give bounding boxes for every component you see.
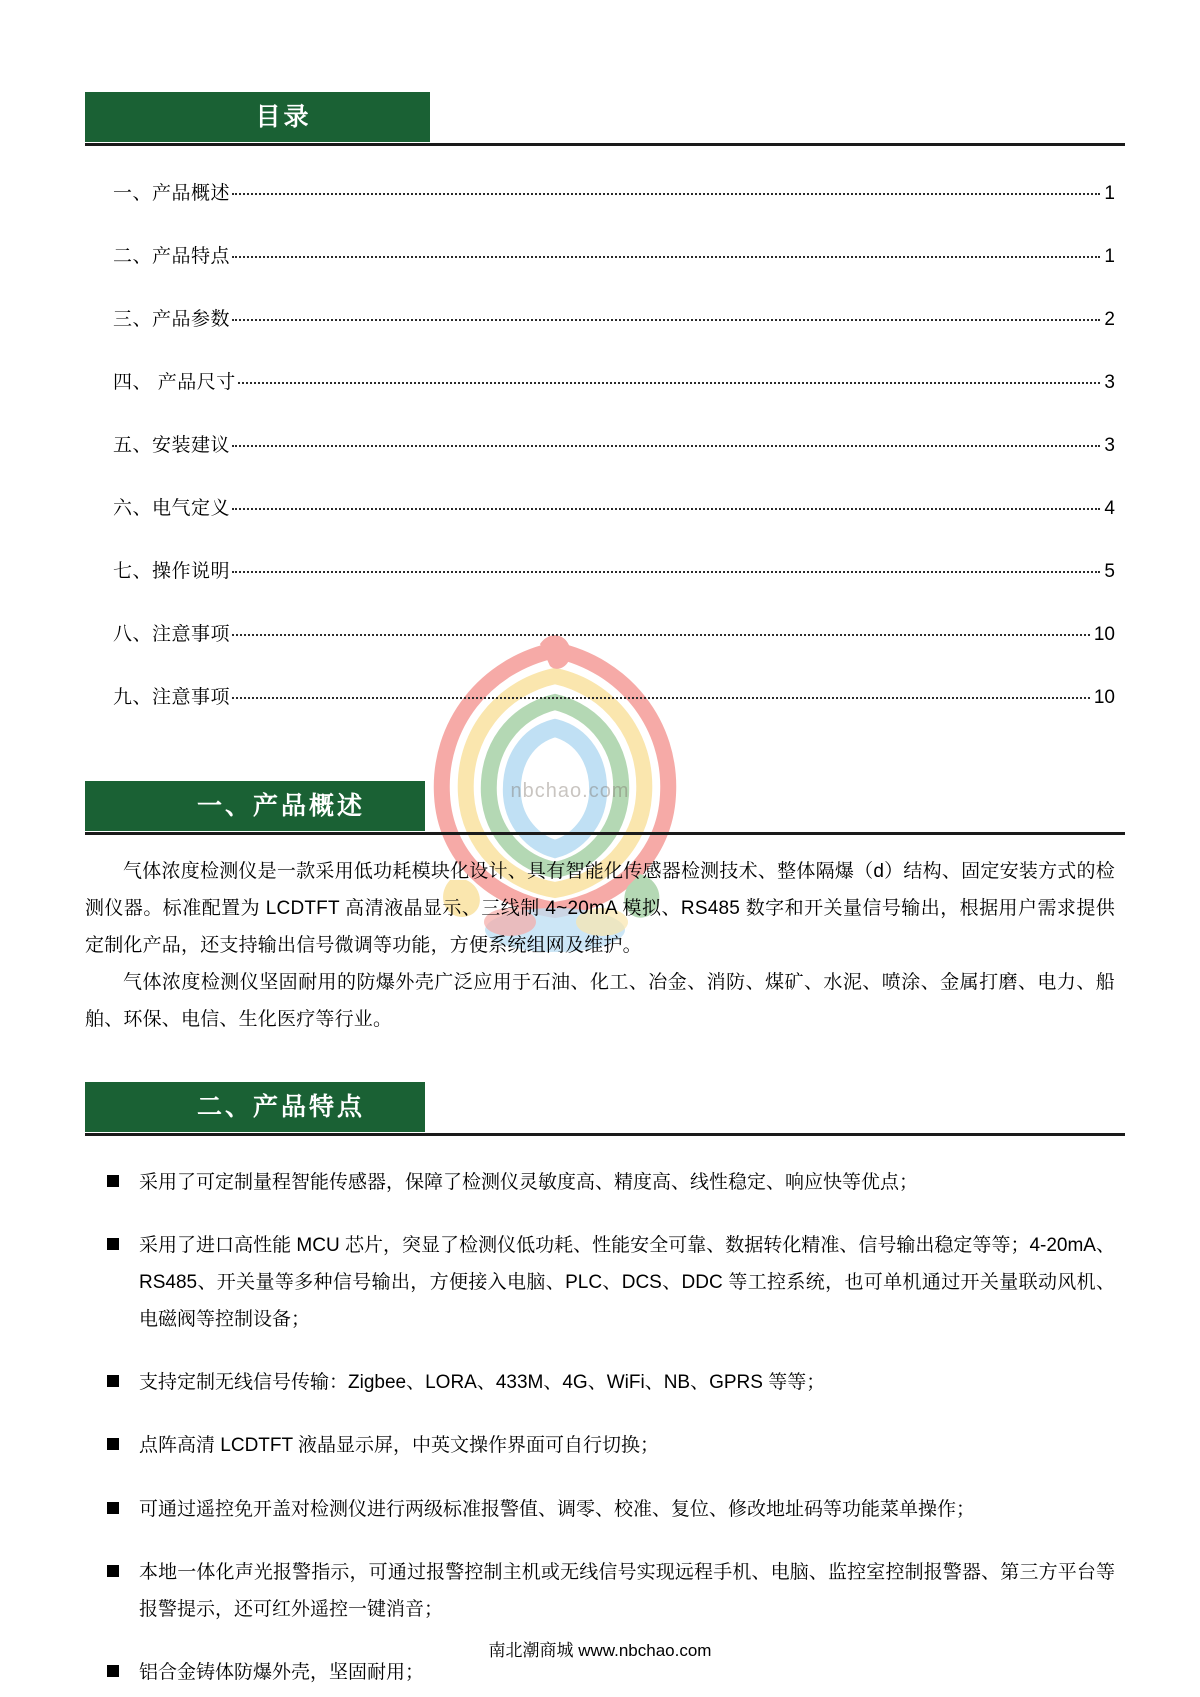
toc-entry-page: 1 <box>1104 246 1115 267</box>
table-of-contents <box>85 178 1115 709</box>
feature-list-item <box>85 1491 1115 1528</box>
section-overview-body <box>85 853 1115 1038</box>
toc-leader-dots <box>232 634 1090 636</box>
toc-entry-label: 四、 产品尺寸 <box>113 372 236 393</box>
toc-entry[interactable] <box>85 304 1115 331</box>
toc-leader-dots <box>238 382 1101 384</box>
feature-list-item <box>85 1227 1115 1338</box>
toc-leader-dots <box>232 193 1100 195</box>
section-features-banner <box>85 1082 1115 1134</box>
toc-entry-page: 3 <box>1104 435 1115 456</box>
toc-leader-dots <box>232 697 1090 699</box>
section-overview-heading: 一、产品概述 <box>196 792 365 820</box>
watermark-text: nbchao.com <box>510 780 630 802</box>
section-features-heading-block <box>85 1082 425 1132</box>
toc-entry-label: 六、电气定义 <box>113 498 231 519</box>
toc-entry-label: 五、安装建议 <box>113 435 231 456</box>
square-bullet-icon <box>107 1565 119 1577</box>
overview-paragraph-2: 气体浓度检测仪坚固耐用的防爆外壳广泛应用于石油、化工、冶金、消防、煤矿、水泥、喷涂、金属打磨、电力、船舶、环保、电信、生化医疗等行业。 <box>85 972 1115 1031</box>
toc-leader-dots <box>232 319 1100 321</box>
feature-list-item <box>85 1427 1115 1464</box>
section-overview-banner <box>85 781 1115 833</box>
feature-text: 支持定制无线信号传输：Zigbee、LORA、433M、4G、WiFi、NB、GPRS 等等； <box>139 1372 826 1394</box>
toc-entry[interactable] <box>85 241 1115 268</box>
square-bullet-icon <box>107 1375 119 1387</box>
square-bullet-icon <box>107 1502 119 1514</box>
feature-text: 采用了可定制量程智能传感器，保障了检测仪灵敏度高、精度高、线性稳定、响应快等优点； <box>139 1172 919 1194</box>
toc-entry-label: 三、产品参数 <box>113 309 231 330</box>
toc-entry-page: 2 <box>1104 309 1115 330</box>
toc-entry[interactable] <box>85 178 1115 205</box>
toc-entry-page: 10 <box>1093 687 1115 708</box>
square-bullet-icon <box>107 1238 119 1250</box>
toc-entry[interactable] <box>85 493 1115 520</box>
toc-banner <box>85 92 1115 144</box>
toc-entry[interactable] <box>85 556 1115 583</box>
feature-text: 采用了进口高性能 MCU 芯片，突显了检测仪低功耗、性能安全可靠、数据转化精准、信号输出稳定等等；4-20mA、RS485、开关量等多种信号输出，方便接入电脑、PLC、DCS、DDC 等工控系统，也可单机通过开关量联动风机、电磁阀等控制设备； <box>139 1235 1115 1331</box>
overview-paragraph-1: 气体浓度检测仪是一款采用低功耗模块化设计、具有智能化传感器检测技术、整体隔爆（d）结构、固定安装方式的检测仪器。标准配置为 LCDTFT 高清液晶显示、三线制 4~20mA 模拟、RS485 数字和开关量信号输出，根据用户需求提供定制化产品，还支持输出信号微调等功能，方便系统组网及维护。 <box>85 861 1115 957</box>
feature-text: 可通过遥控免开盖对检测仪进行两级标准报警值、调零、校准、复位、修改地址码等功能菜单操作； <box>139 1498 976 1520</box>
feature-text: 本地一体化声光报警指示，可通过报警控制主机或无线信号实现远程手机、电脑、监控室控制报警器、第三方平台等报警提示，还可红外遥控一键消音； <box>139 1561 1115 1620</box>
square-bullet-icon <box>107 1175 119 1187</box>
section-overview-rule <box>85 832 1125 835</box>
section-overview-heading-block <box>85 781 425 831</box>
toc-entry[interactable] <box>85 619 1115 646</box>
toc-leader-dots <box>232 508 1100 510</box>
square-bullet-icon <box>107 1438 119 1450</box>
toc-entry[interactable] <box>85 430 1115 457</box>
section-features-list <box>85 1164 1115 1690</box>
toc-entry-page: 1 <box>1104 183 1115 204</box>
square-bullet-icon <box>107 1665 119 1677</box>
section-features-rule <box>85 1133 1125 1136</box>
toc-heading: 目录 <box>255 103 312 131</box>
feature-list-item <box>85 1554 1115 1628</box>
toc-entry-label: 八、注意事项 <box>113 624 231 645</box>
feature-list-item <box>85 1164 1115 1201</box>
toc-entry-label: 七、操作说明 <box>113 561 231 582</box>
page-footer: 南北潮商城 www.nbchao.com <box>488 1641 712 1660</box>
toc-entry-label: 九、注意事项 <box>113 687 231 708</box>
toc-entry-page: 3 <box>1104 372 1115 393</box>
feature-text: 铝合金铸体防爆外壳，坚固耐用； <box>139 1661 425 1683</box>
toc-entry-label: 二、产品特点 <box>113 246 231 267</box>
toc-entry[interactable] <box>85 367 1115 394</box>
toc-leader-dots <box>232 256 1100 258</box>
toc-entry[interactable] <box>85 682 1115 709</box>
section-features-heading: 二、产品特点 <box>196 1093 365 1122</box>
toc-leader-dots <box>232 571 1100 573</box>
toc-leader-dots <box>232 445 1100 447</box>
toc-entry-page: 4 <box>1104 498 1115 519</box>
toc-entry-page: 5 <box>1104 561 1115 582</box>
toc-entry-page: 10 <box>1093 624 1115 645</box>
feature-list-item <box>85 1364 1115 1401</box>
toc-entry-label: 一、产品概述 <box>113 183 231 204</box>
toc-heading-rule <box>85 143 1125 146</box>
toc-heading-block <box>85 92 430 142</box>
feature-text: 点阵高清 LCDTFT 液晶显示屏，中英文操作界面可自行切换； <box>139 1435 660 1457</box>
